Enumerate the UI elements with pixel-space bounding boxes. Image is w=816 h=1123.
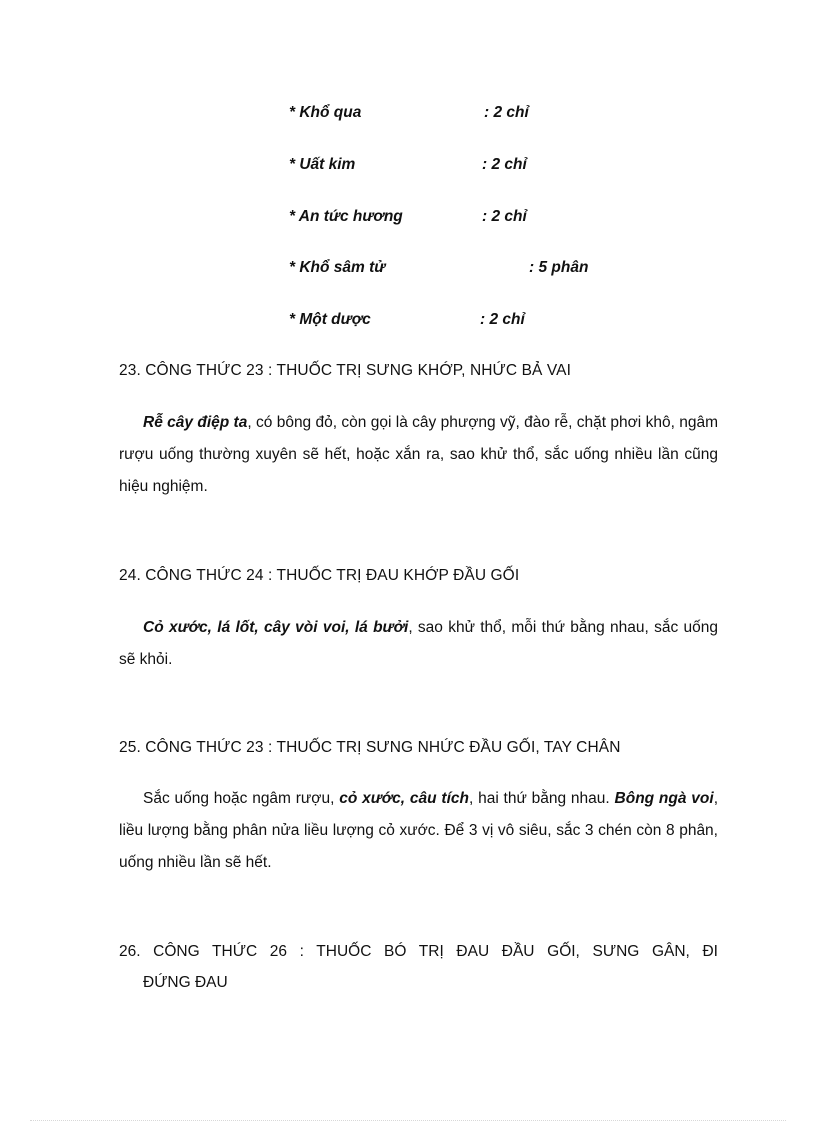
herb-name: * Uất kim [289,156,356,173]
herb-row [289,311,525,329]
section-paragraph [119,783,718,879]
section-paragraph [119,612,718,676]
heading-line: ĐỨNG ĐAU [143,974,228,991]
herb-row [289,208,527,226]
herb-quantity: : 2 chỉ [482,156,527,173]
herb-quantity: : 2 chỉ [484,104,529,121]
herb-quantity: : 5 phân [529,259,589,276]
herb-name: * Khổ sâm tử [289,259,386,276]
herb-row [289,156,527,174]
page-bottom-rule [30,1120,786,1121]
herb-quantity: : 2 chỉ [482,208,527,225]
section-heading [119,936,718,998]
paragraph-text: , sao khử thổ, mỗi thứ bằng nhau, sắc uống sẽ khỏi. [119,619,718,668]
paragraph-text: , hai thứ bằng nhau. [468,790,615,807]
herb-emphasis: Bông ngà voi [614,790,714,807]
herb-row [289,104,529,122]
section-paragraph [119,407,718,503]
herb-row [289,259,589,277]
herb-emphasis: Cỏ xước, lá lốt, cây vòi voi, lá bưởi [143,619,409,636]
herb-name: * Khổ qua [289,104,362,121]
section-heading: 25. CÔNG THỨC 23 : THUỐC TRỊ SƯNG NHỨC ĐẦU GỐI, TAY CHÂN [119,739,621,756]
paragraph-text: Sắc uống hoặc ngâm rượu, [143,790,340,807]
herb-quantity: : 2 chỉ [480,311,525,328]
section-heading: 23. CÔNG THỨC 23 : THUỐC TRỊ SƯNG KHỚP, NHỨC BẢ VAI [119,362,572,379]
paragraph-text: , có bông đỏ, còn gọi là cây phượng vỹ, đào rễ, chặt phơi khô, ngâm rượu uống thường xuyên sẽ hết, hoặc xắn ra, sao khử thổ, sắc uống nhiều lần cũng hiệu nghiệm. [119,414,718,495]
paragraph-text: , liều lượng bằng phân nửa liều lượng cỏ xước. Để 3 vị vô siêu, sắc 3 chén còn 8 phân, uống nhiều lần sẽ hết. [119,790,718,871]
herb-emphasis: Rễ cây điệp ta [143,414,248,431]
herb-name: * An tức hương [289,208,403,225]
herb-emphasis: cỏ xước, câu tích [339,790,469,807]
herb-name: * Một dược [289,311,371,328]
section-heading: 24. CÔNG THỨC 24 : THUỐC TRỊ ĐAU KHỚP ĐẦU GỐI [119,567,520,584]
heading-line: 26. CÔNG THỨC 26 : THUỐC BÓ TRỊ ĐAU ĐẦU GỐI, SƯNG GÂN, ĐI [119,943,718,960]
